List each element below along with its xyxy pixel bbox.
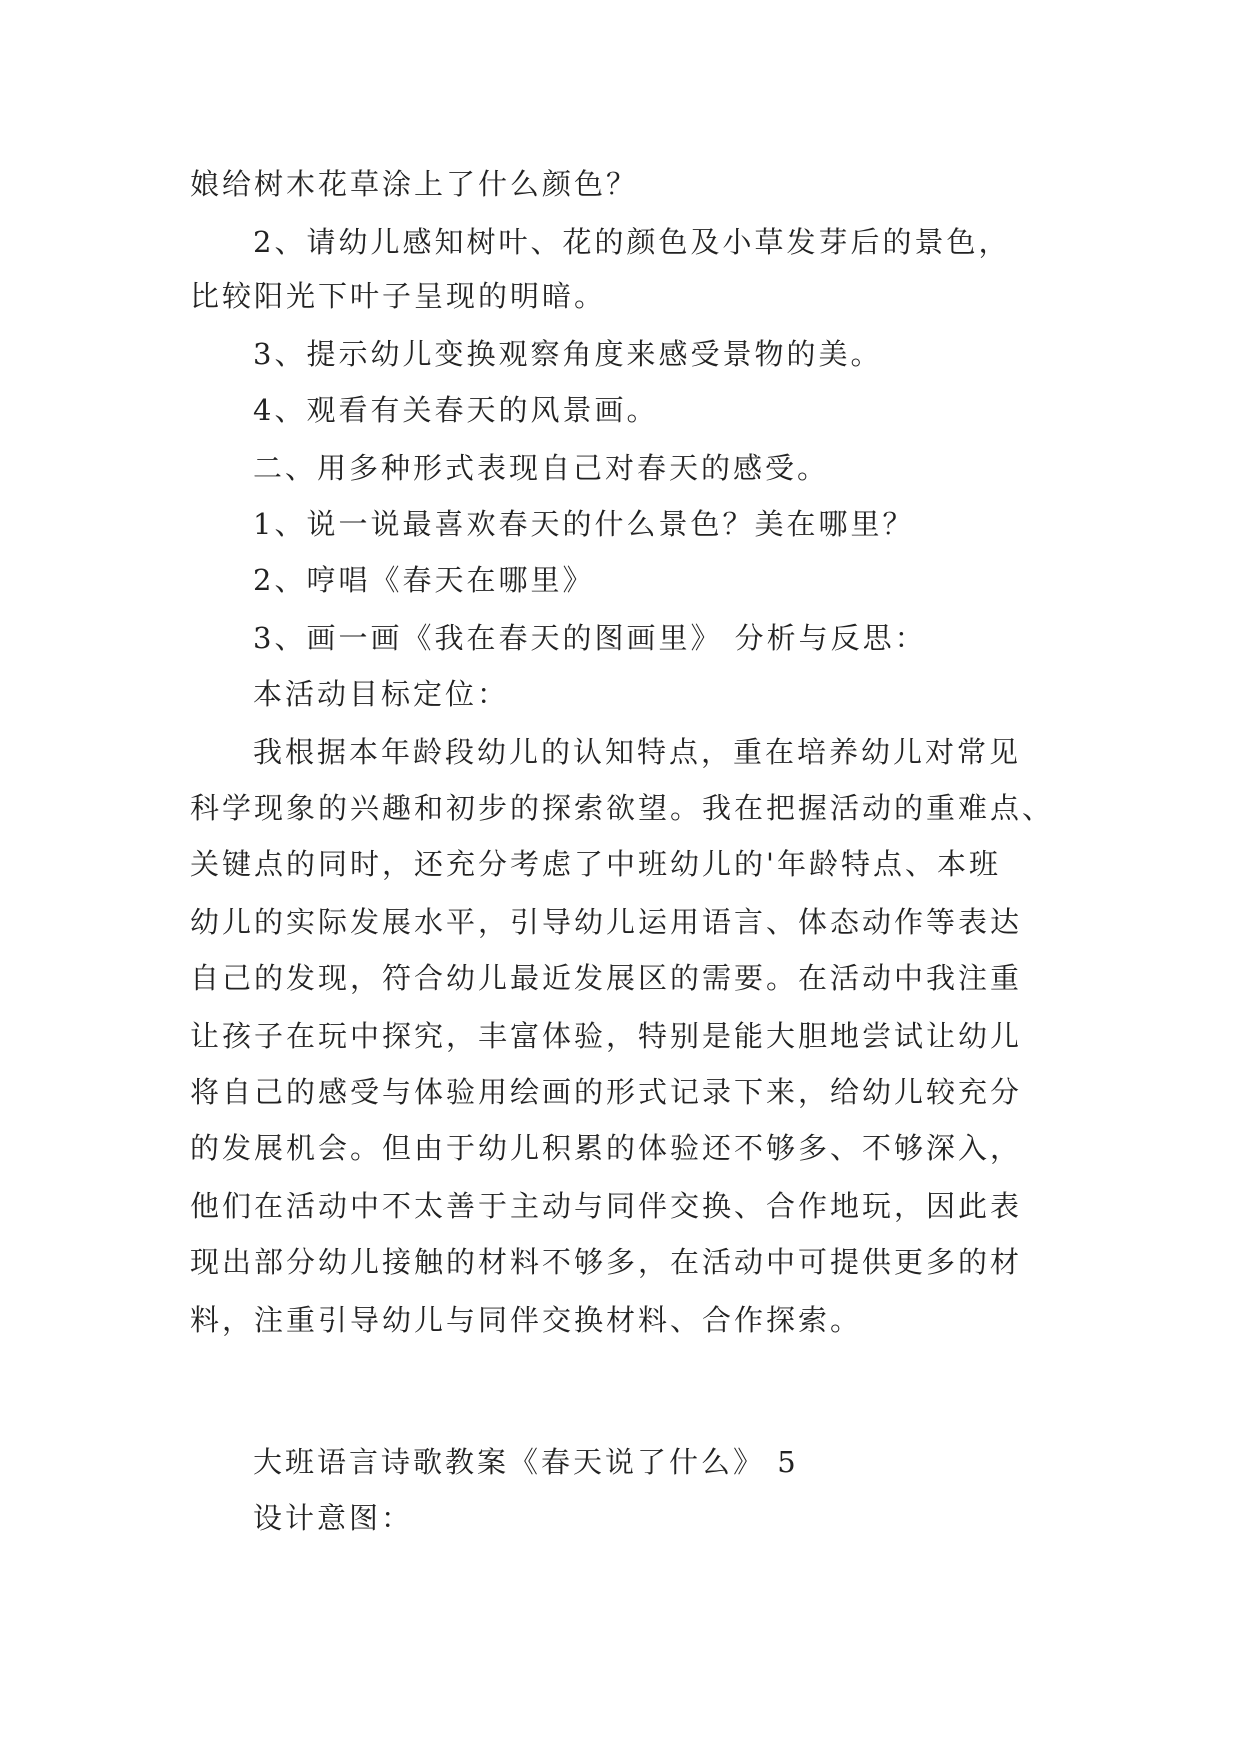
text-line: 料，注重引导幼儿与同伴交换材料、合作探索。 <box>190 1303 863 1337</box>
text-line: 3、提示幼儿变换观察角度来感受景物的美。 <box>253 337 883 371</box>
text-line: 自己的发现，符合幼儿最近发展区的需要。在活动中我注重 <box>190 961 1023 995</box>
text-line: 比较阳光下叶子呈现的明暗。 <box>190 279 607 313</box>
text-line: 我根据本年龄段幼儿的认知特点，重在培养幼儿对常见 <box>253 735 1022 769</box>
text-line: 娘给树木花草涂上了什么颜色？ <box>190 167 639 201</box>
text-line: 让孩子在玩中探究，丰富体验，特别是能大胆地尝试让幼儿 <box>190 1019 1023 1053</box>
text-line: 4、观看有关春天的风景画。 <box>253 393 659 427</box>
text-line: 2、哼唱《春天在哪里》 <box>253 563 595 597</box>
text-line: 1、说一说最喜欢春天的什么景色？美在哪里？ <box>253 507 915 541</box>
text-line: 幼儿的实际发展水平，引导幼儿运用语言、体态动作等表达 <box>190 905 1023 939</box>
text-line: 将自己的感受与体验用绘画的形式记录下来，给幼儿较充分 <box>190 1075 1023 1109</box>
text-line: 设计意图： <box>253 1501 414 1535</box>
text-line: 科学现象的兴趣和初步的探索欲望。我在把握活动的重难点、 <box>190 791 1055 825</box>
text-line: 本活动目标定位： <box>253 677 510 711</box>
text-line: 3、画一画《我在春天的图画里》 分析与反思： <box>253 621 927 655</box>
text-line: 现出部分幼儿接触的材料不够多，在活动中可提供更多的材 <box>190 1245 1023 1279</box>
text-line: 的发展机会。但由于幼儿积累的体验还不够多、不够深入， <box>190 1131 1023 1165</box>
section-heading: 大班语言诗歌教案《春天说了什么》 5 <box>253 1445 799 1479</box>
text-line: 他们在活动中不太善于主动与同伴交换、合作地玩，因此表 <box>190 1189 1023 1223</box>
text-line: 二、用多种形式表现自己对春天的感受。 <box>253 451 830 485</box>
text-line: 关键点的同时，还充分考虑了中班幼儿的'年龄特点、本班 <box>190 847 1001 881</box>
text-line: 2、请幼儿感知树叶、花的颜色及小草发芽后的景色， <box>253 225 1011 259</box>
